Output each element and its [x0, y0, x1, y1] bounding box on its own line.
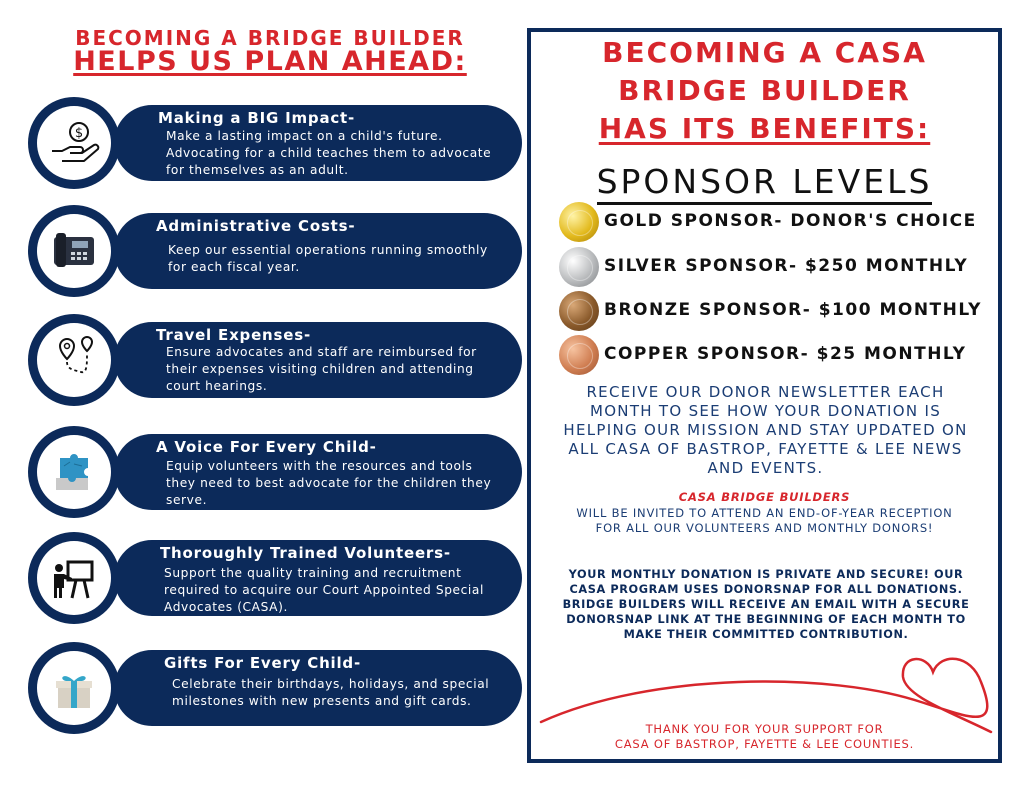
sponsor-level-label: COPPER SPONSOR- $25 MONTHLY	[604, 344, 967, 364]
office-phone-icon	[46, 223, 102, 279]
panel-title-line1: BECOMING A CASA	[602, 36, 927, 69]
icon-circle	[28, 314, 120, 406]
newsletter-text: RECEIVE OUR DONOR NEWSLETTER EACH MONTH TO SEE HOW YOUR DONATION IS HELPING OUR MISSION AND STAY UPDATED ON ALL CASA OF BASTROP, FAYETTE & LEE NEWS AND EVENTS.	[563, 383, 968, 477]
benefit-desc: Ensure advocates and staff are reimbursed for their expenses visiting children and attending court hearings.	[166, 345, 477, 393]
benefit-item-travel	[28, 314, 498, 406]
benefit-desc: Equip volunteers with the resources and tools they need to best advocate for the children they serve.	[166, 459, 492, 507]
gift-box-icon	[46, 660, 102, 716]
svg-text:$: $	[74, 126, 84, 141]
secure-donation-text: YOUR MONTHLY DONATION IS PRIVATE AND SECURE! OUR CASA PROGRAM USES DONORSNAP FOR ALL DONATIONS. BRIDGE BUILDERS WILL RECEIVE AN EMAIL WITH A SECURE DONORSNAP LINK AT THE BEGINNING OF EACH MONTH TO MAKE THEIR COMMITTED CONTRIBUTION.	[562, 568, 970, 641]
sponsor-level-silver	[559, 247, 989, 291]
benefit-title: Administrative Costs-	[156, 217, 356, 235]
gold-medal-icon	[559, 202, 599, 242]
bridge-builders-label: CASA BRIDGE BUILDERS	[678, 490, 851, 504]
icon-circle	[28, 426, 120, 518]
reception-text: WILL BE INVITED TO ATTEND AN END-OF-YEAR RECEPTION FOR ALL OUR VOLUNTEERS AND MONTHLY DONORS!	[576, 506, 953, 535]
thank-you-line2: CASA OF BASTROP, FAYETTE & LEE COUNTIES.	[614, 737, 915, 751]
benefit-item-training	[28, 532, 498, 624]
copper-medal-icon	[559, 335, 599, 375]
icon-circle	[28, 205, 120, 297]
icon-circle	[28, 532, 120, 624]
sponsor-level-label: SILVER SPONSOR- $250 MONTHLY	[604, 256, 969, 276]
benefits-panel	[527, 28, 1002, 763]
benefit-item-impact	[28, 97, 498, 189]
benefit-item-gifts	[28, 642, 498, 734]
left-title-line2: HELPS US PLAN AHEAD:	[73, 46, 467, 77]
presenter-icon	[46, 550, 102, 606]
bronze-medal-icon	[559, 291, 599, 331]
puzzle-pieces-icon	[46, 444, 102, 500]
benefit-title: Making a BIG Impact-	[158, 109, 356, 127]
panel-title-line3: HAS ITS BENEFITS:	[598, 112, 931, 145]
benefit-item-voice	[28, 426, 498, 518]
thank-you-line1: THANK YOU FOR YOUR SUPPORT FOR	[645, 722, 884, 736]
benefit-item-admin	[28, 205, 498, 297]
benefit-title: A Voice For Every Child-	[156, 438, 377, 456]
sponsor-level-gold	[559, 202, 989, 246]
benefit-desc: Celebrate their birthdays, holidays, and special milestones with new presents and gift cards.	[172, 677, 490, 708]
sponsor-level-label: BRONZE SPONSOR- $100 MONTHLY	[604, 300, 982, 320]
icon-circle	[28, 642, 120, 734]
money-hand-icon	[46, 115, 102, 171]
sponsor-level-label: GOLD SPONSOR- DONOR'S CHOICE	[604, 211, 977, 231]
sponsor-levels-heading: SPONSOR LEVELS	[531, 162, 998, 201]
thank-you-text	[571, 722, 958, 752]
benefit-title: Travel Expenses-	[156, 326, 311, 344]
benefit-title: Gifts For Every Child-	[164, 654, 361, 672]
silver-medal-icon	[559, 247, 599, 287]
sponsor-level-bronze	[559, 291, 989, 335]
benefit-desc: Keep our essential operations running smoothly for each fiscal year.	[168, 243, 488, 274]
sponsor-level-copper	[559, 335, 989, 379]
left-title-line1: BECOMING A BRIDGE BUILDER	[75, 26, 465, 50]
benefit-desc: Make a lasting impact on a child's future. Advocating for a child teaches them to advocate for themselves as an adult.	[166, 129, 492, 177]
benefit-desc: Support the quality training and recruitment required to acquire our Court Appointed Special Advocates (CASA).	[164, 566, 484, 614]
benefit-title: Thoroughly Trained Volunteers-	[160, 544, 451, 562]
route-pin-icon	[46, 332, 102, 388]
icon-circle	[28, 97, 120, 189]
panel-title-line2: BRIDGE BUILDER	[618, 74, 911, 107]
